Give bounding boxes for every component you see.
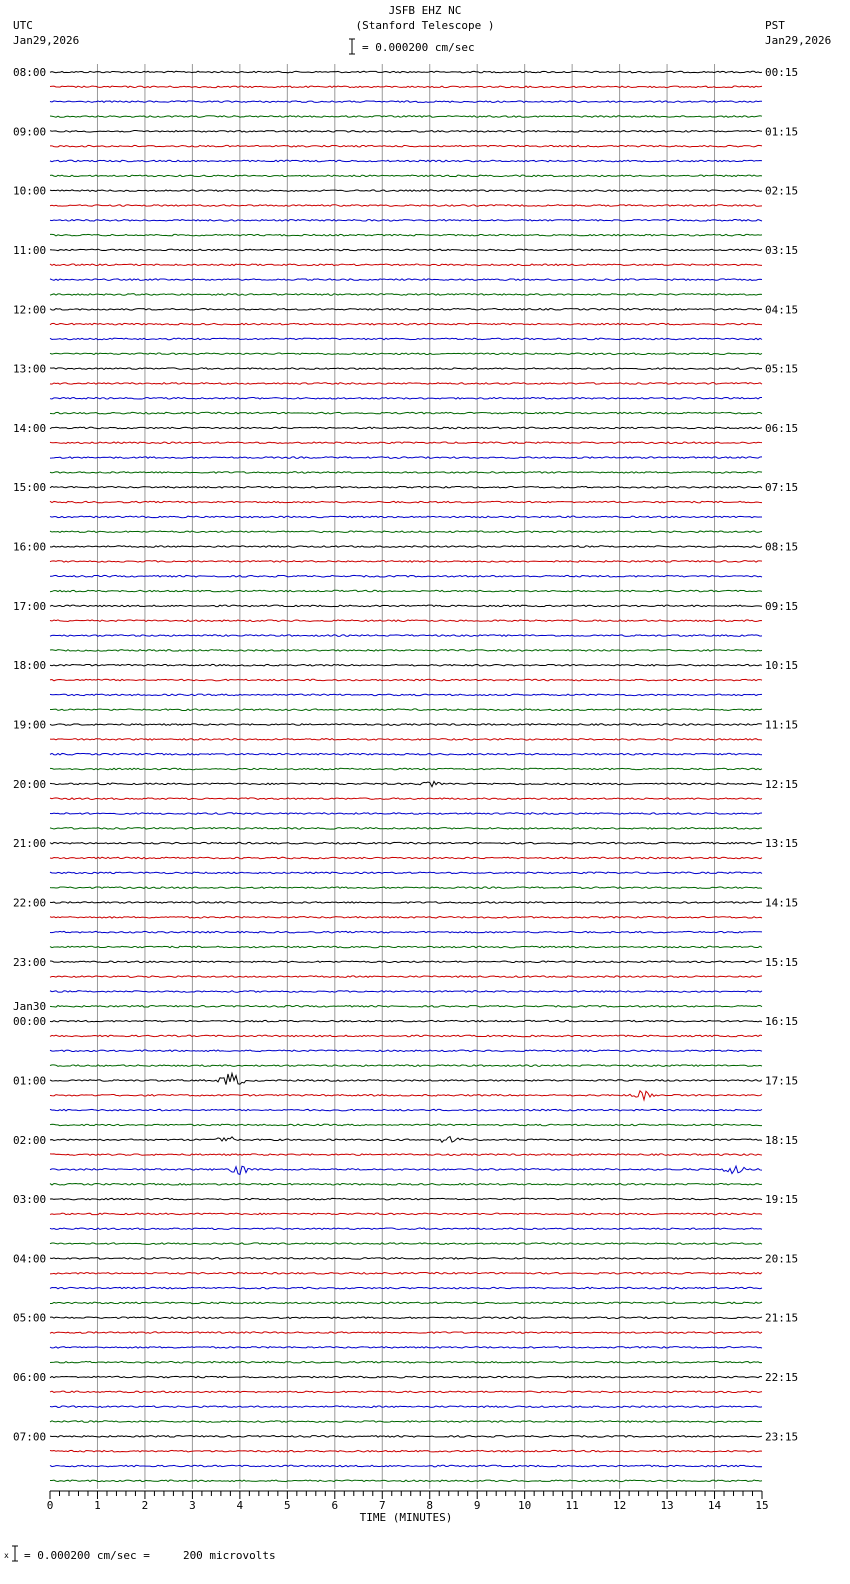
seismic-trace	[50, 1005, 762, 1007]
pst-hour-label: 18:15	[765, 1133, 799, 1147]
utc-hour-label: 04:00	[13, 1252, 47, 1266]
utc-hour-label: 10:00	[13, 184, 47, 198]
seismic-trace	[50, 1450, 762, 1452]
seismic-trace	[50, 1183, 762, 1185]
seismic-trace	[50, 1347, 762, 1349]
pst-hour-label: 05:15	[765, 362, 799, 376]
seismic-trace	[50, 338, 762, 340]
seismic-trace	[50, 323, 762, 325]
utc-hour-label: 17:00	[13, 599, 47, 613]
seismic-trace	[50, 175, 762, 177]
seismic-trace	[50, 1124, 762, 1126]
seismic-trace	[50, 1317, 762, 1319]
pst-hour-label: 11:15	[765, 718, 799, 732]
seismic-trace	[50, 249, 762, 251]
utc-hour-label: 06:00	[13, 1371, 47, 1385]
utc-hour-label: 01:00	[13, 1074, 47, 1088]
x-tick-label: 2	[141, 1499, 149, 1512]
pst-hour-label: 16:15	[765, 1015, 799, 1029]
utc-hour-label: 02:00	[13, 1133, 47, 1147]
seismic-trace	[50, 931, 762, 933]
utc-hour-label: 09:00	[13, 125, 47, 139]
utc-hour-label: 08:00	[13, 66, 47, 79]
utc-hour-label: 15:00	[13, 481, 47, 495]
x-tick-label: 6	[331, 1499, 339, 1512]
seismic-trace	[50, 145, 762, 147]
seismic-trace	[50, 1391, 762, 1393]
seismic-trace	[50, 768, 762, 770]
header-station: JSFB EHZ NC	[388, 4, 462, 17]
footer-scale-text: = 0.000200 cm/sec = 200 microvolts	[24, 1549, 276, 1562]
seismic-trace	[50, 1243, 762, 1245]
seismic-trace	[50, 991, 762, 993]
seismic-trace	[50, 739, 762, 741]
seismic-trace	[50, 427, 762, 429]
x-tick-label: 8	[426, 1499, 434, 1512]
seismic-trace	[50, 902, 762, 904]
x-axis-label: TIME (MINUTES)	[359, 1511, 453, 1524]
pst-hour-label: 08:15	[765, 540, 799, 554]
seismic-trace	[50, 946, 762, 948]
pst-hour-label: 23:15	[765, 1430, 799, 1444]
seismic-trace	[50, 101, 762, 103]
date-change-label: Jan30	[13, 1000, 47, 1014]
seismic-trace	[50, 1020, 762, 1022]
seismic-trace	[50, 1154, 762, 1156]
seismic-trace	[50, 664, 762, 666]
pst-hour-label: 04:15	[765, 303, 799, 317]
seismic-trace	[50, 590, 762, 592]
seismic-trace	[50, 798, 762, 800]
x-tick-label: 12	[612, 1499, 627, 1512]
seismic-trace	[50, 1421, 762, 1423]
seismic-trace	[50, 190, 762, 192]
seismic-trace	[50, 131, 762, 133]
pst-hour-label: 15:15	[765, 955, 799, 969]
utc-hour-label: 21:00	[13, 837, 47, 851]
seismic-trace	[50, 205, 762, 207]
seismic-trace	[50, 472, 762, 474]
utc-hour-label: 14:00	[13, 421, 47, 435]
seismic-trace	[50, 976, 762, 978]
seismic-trace	[50, 1302, 762, 1304]
x-tick-label: 13	[660, 1499, 674, 1512]
seismic-trace	[50, 501, 762, 503]
seismic-trace	[50, 781, 762, 786]
seismic-trace	[50, 116, 762, 118]
utc-hour-label: 00:00	[13, 1015, 47, 1029]
pst-hour-label: 03:15	[765, 243, 799, 257]
pst-hour-label: 02:15	[765, 184, 799, 198]
pst-hour-label: 06:15	[765, 421, 799, 435]
seismic-trace	[50, 1258, 762, 1260]
pst-hour-label: 12:15	[765, 777, 799, 791]
seismic-trace	[50, 397, 762, 399]
utc-hour-label: 18:00	[13, 659, 47, 673]
utc-hour-label: 11:00	[13, 243, 47, 257]
seismic-trace	[50, 234, 762, 236]
seismic-trace	[50, 368, 762, 370]
seismic-trace	[50, 1272, 762, 1274]
seismic-trace	[50, 1228, 762, 1230]
utc-hour-label: 03:00	[13, 1193, 47, 1207]
seismic-trace	[50, 1287, 762, 1289]
seismic-trace	[50, 442, 762, 444]
utc-hour-label: 19:00	[13, 718, 47, 732]
seismic-trace	[50, 546, 762, 548]
seismic-trace	[50, 1406, 762, 1408]
utc-hour-label: 07:00	[13, 1430, 47, 1444]
pst-hour-label: 10:15	[765, 659, 799, 673]
seismic-trace	[50, 1465, 762, 1467]
seismic-trace	[50, 605, 762, 607]
seismic-trace	[50, 828, 762, 830]
seismic-trace	[50, 709, 762, 711]
seismic-trace	[50, 635, 762, 637]
seismic-trace	[50, 857, 762, 859]
utc-hour-label: 22:00	[13, 896, 47, 910]
seismic-trace	[50, 1213, 762, 1215]
footer-scale	[4, 1545, 304, 1563]
right-timezone: PST	[765, 19, 785, 32]
utc-hour-label: 12:00	[13, 303, 47, 317]
utc-hour-label: 05:00	[13, 1311, 47, 1325]
utc-hour-label: 16:00	[13, 540, 47, 554]
x-tick-label: 3	[189, 1499, 196, 1512]
seismic-trace	[50, 1436, 762, 1438]
seismic-trace	[50, 872, 762, 874]
pst-hour-label: 22:15	[765, 1371, 799, 1385]
seismic-trace	[50, 86, 762, 88]
seismic-trace	[50, 561, 762, 563]
seismic-trace	[50, 887, 762, 889]
seismic-trace	[50, 575, 762, 577]
seismic-trace	[50, 1198, 762, 1200]
pst-hour-label: 17:15	[765, 1074, 799, 1088]
seismic-trace	[50, 279, 762, 281]
left-timezone: UTC	[13, 19, 33, 32]
x-tick-label: 4	[236, 1499, 244, 1512]
seismic-trace	[50, 1065, 762, 1067]
x-tick-label: 14	[707, 1499, 722, 1512]
seismic-trace	[50, 353, 762, 355]
seismic-trace	[50, 531, 762, 533]
seismic-trace	[50, 1480, 762, 1482]
seismic-trace	[50, 486, 762, 488]
seismic-trace	[50, 71, 762, 73]
x-tick-label: 5	[284, 1499, 291, 1512]
seismic-trace	[50, 679, 762, 681]
seismic-trace	[50, 294, 762, 296]
seismic-trace	[50, 694, 762, 696]
pst-hour-label: 09:15	[765, 599, 799, 613]
seismic-trace	[50, 917, 762, 919]
seismic-trace	[50, 160, 762, 162]
seismic-trace	[50, 457, 762, 459]
seismic-trace	[50, 412, 762, 414]
seismic-trace	[50, 724, 762, 726]
x-tick-label: 9	[473, 1499, 481, 1512]
seismic-trace	[50, 1109, 762, 1111]
seismic-trace	[50, 1166, 762, 1174]
right-date: Jan29,2026	[765, 34, 832, 47]
seismic-trace	[50, 1361, 762, 1363]
seismic-trace	[50, 620, 762, 622]
x-tick-label: 11	[565, 1499, 579, 1512]
seismic-trace	[50, 308, 762, 310]
seismic-trace	[50, 1137, 762, 1143]
seismic-trace	[50, 1073, 762, 1084]
seismic-trace	[50, 813, 762, 815]
pst-hour-label: 19:15	[765, 1193, 799, 1207]
pst-hour-label: 07:15	[765, 481, 799, 495]
seismic-trace	[50, 516, 762, 518]
pst-hour-label: 20:15	[765, 1252, 799, 1266]
x-tick-label: 10	[518, 1499, 532, 1512]
seismic-trace	[50, 220, 762, 222]
seismic-trace	[50, 961, 762, 963]
pst-hour-label: 14:15	[765, 896, 799, 910]
utc-hour-label: 20:00	[13, 777, 47, 791]
footer-marker: x	[4, 1551, 9, 1560]
scale-text: = 0.000200 cm/sec	[362, 41, 475, 54]
seismic-trace	[50, 1332, 762, 1334]
footer-scale-bar-icon	[12, 1545, 20, 1563]
header-site: (Stanford Telescope )	[355, 19, 495, 32]
seismic-trace	[50, 842, 762, 844]
x-tick-label: 15	[755, 1499, 769, 1512]
x-tick-label: 1	[94, 1499, 101, 1512]
pst-hour-label: 01:15	[765, 125, 799, 139]
seismic-trace	[50, 1035, 762, 1037]
seismic-trace	[50, 753, 762, 755]
seismic-trace	[50, 1050, 762, 1052]
seismic-trace	[50, 650, 762, 652]
x-tick-label: 7	[378, 1499, 386, 1512]
seismic-trace	[50, 264, 762, 266]
utc-hour-label: 23:00	[13, 955, 47, 969]
pst-hour-label: 21:15	[765, 1311, 799, 1325]
seismic-trace	[50, 1091, 762, 1100]
pst-hour-label: 00:15	[765, 66, 799, 79]
pst-hour-label: 13:15	[765, 837, 799, 851]
left-date: Jan29,2026	[13, 34, 80, 47]
utc-hour-label: 13:00	[13, 362, 47, 376]
seismic-trace	[50, 1376, 762, 1378]
x-tick-label: 0	[46, 1499, 54, 1512]
seismic-trace	[50, 383, 762, 385]
